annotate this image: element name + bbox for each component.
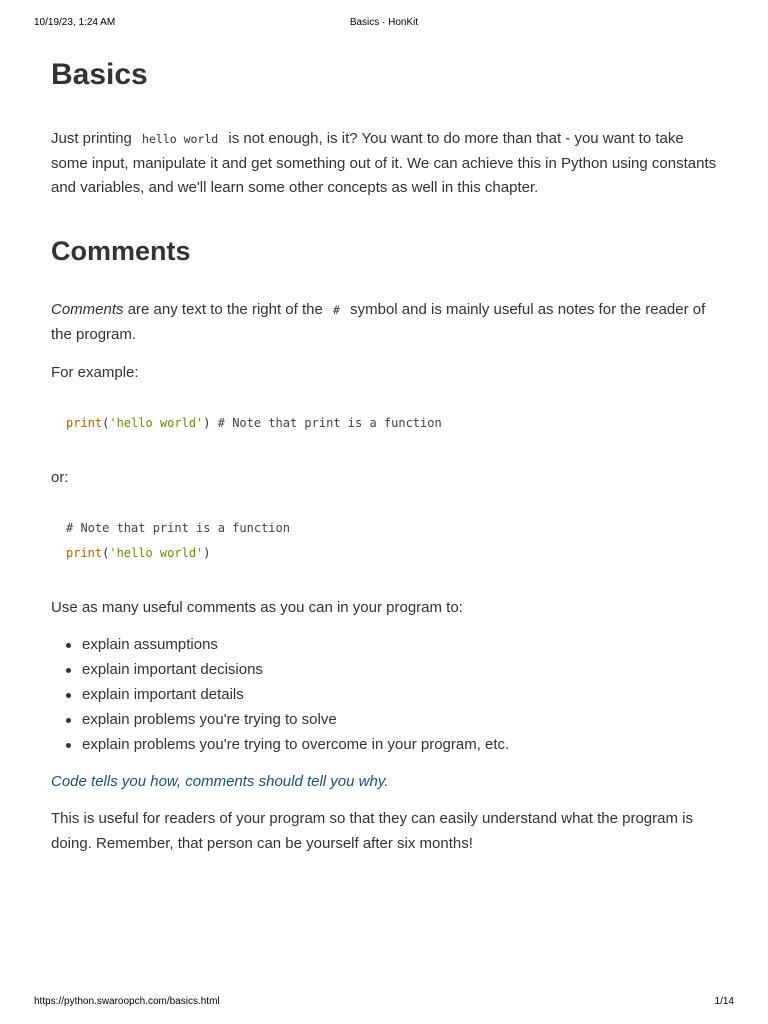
code1-string: 'hello world' (109, 416, 204, 430)
code1-close: ) (203, 416, 211, 430)
code2-open: ( (102, 546, 110, 560)
intro-text-before: Just printing (51, 130, 132, 147)
comments-emphasis: Comments (51, 301, 124, 318)
code1-comment: # Note that print is a function (210, 416, 442, 430)
list-item: explain problems you're trying to overcome in your program, etc. (51, 732, 509, 757)
use-comments-label: Use as many useful comments as you can in your program to: (51, 599, 463, 616)
print-title: Basics · HonKit (349, 17, 419, 28)
code1-open: ( (102, 416, 110, 430)
code1-keyword: print (66, 416, 103, 430)
intro-paragraph (51, 127, 723, 201)
comments-text-after: symbol and is mainly useful as notes for the reader of the program. (51, 301, 706, 343)
inline-code-hash: # (333, 303, 340, 317)
page-title: Basics (51, 58, 148, 91)
or-label: or: (51, 469, 69, 486)
print-footer (34, 996, 734, 1010)
print-date: 10/19/23, 1:24 AM (34, 17, 116, 28)
intro-text-after: is not enough, is it? You want to do more than that - you want to take some input, manipulate it and get something out of it. We can achieve this in Python using constants and variables, and we'll learn some other concepts as well in this chapter. (51, 130, 717, 196)
list-item: explain problems you're trying to solve (51, 707, 509, 732)
code2-comment: # Note that print is a function (66, 521, 290, 535)
print-header (34, 17, 734, 31)
comments-text-before: are any text to the right of the (127, 301, 323, 318)
comments-paragraph (51, 298, 723, 347)
code2-keyword: print (66, 546, 103, 560)
code-block-2 (66, 516, 290, 566)
code-block-1 (66, 411, 442, 436)
page-count: 1/14 (714, 996, 734, 1007)
code2-close: ) (203, 546, 211, 560)
list-item: explain important details (51, 682, 509, 707)
section-heading-comments: Comments (51, 236, 191, 266)
inline-code-hello-world: hello world (142, 132, 219, 146)
list-item: explain important decisions (51, 657, 509, 682)
quote: Code tells you how, comments should tell you why. (51, 773, 389, 790)
list-item: explain assumptions (51, 632, 509, 657)
example-label: For example: (51, 364, 139, 381)
comments-uses-list (51, 632, 509, 757)
code2-string: 'hello world' (109, 546, 204, 560)
print-url: https://python.swaroopch.com/basics.html (34, 996, 220, 1007)
useful-paragraph: This is useful for readers of your program so that they can easily understand what the program is doing. Remember, that person can be yourself after six months! (51, 810, 693, 852)
